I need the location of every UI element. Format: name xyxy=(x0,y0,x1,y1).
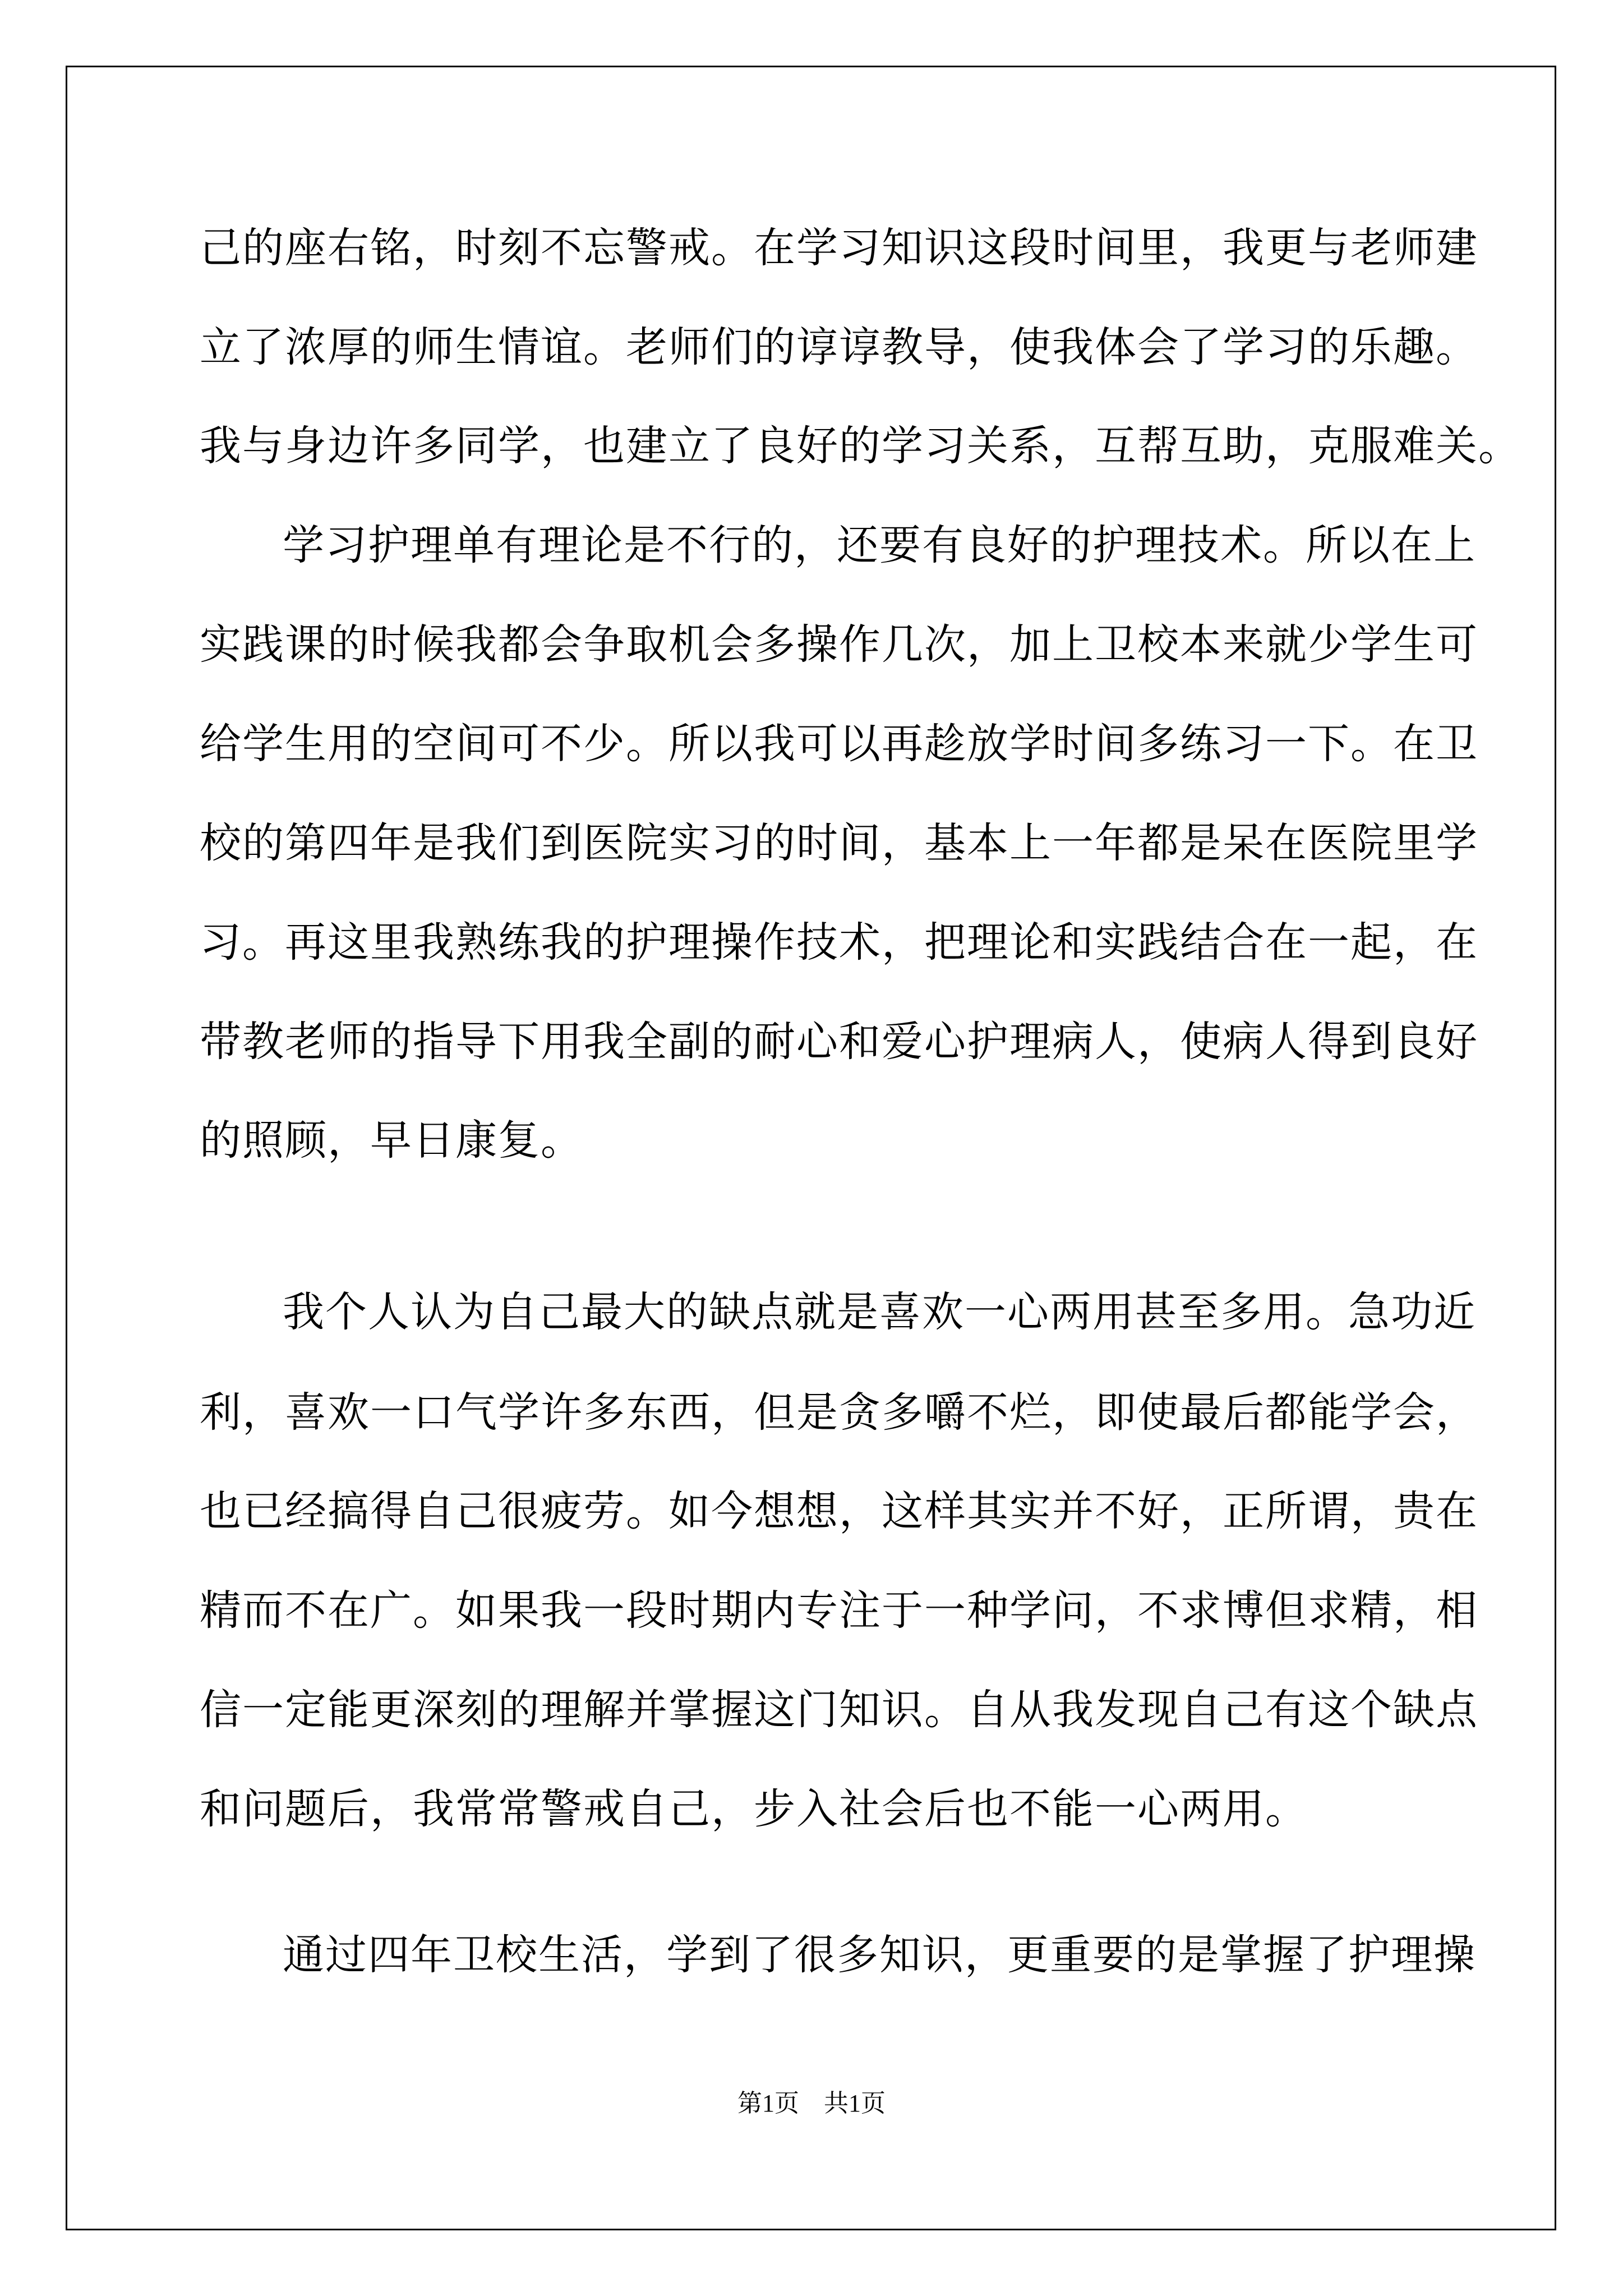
text-line: 校的第四年是我们到医院实习的时间，基本上一年都是呆在医院里学 xyxy=(200,819,1478,867)
text-line: 信一定能更深刻的理解并掌握这门知识。自从我发现自己有这个缺点 xyxy=(200,1686,1478,1734)
text-line: 给学生用的空间可不少。所以我可以再趁放学时间多练习一下。在卫 xyxy=(200,720,1478,768)
page-footer xyxy=(0,2087,1623,2120)
text-line: 己的座右铭，时刻不忘警戒。在学习知识这段时间里，我更与老师建 xyxy=(200,224,1478,272)
text-line: 立了浓厚的师生情谊。老师们的谆谆教导，使我体会了学习的乐趣。 xyxy=(200,323,1478,371)
text-line: 的照顾，早日康复。 xyxy=(200,1116,583,1165)
text-line: 也已经搞得自己很疲劳。如今想想，这样其实并不好，正所谓，贵在 xyxy=(200,1487,1478,1535)
paragraph-start-line: 通过四年卫校生活，学到了很多知识，更重要的是掌握了护理操 xyxy=(283,1931,1476,1979)
page-number-total: 共1页 xyxy=(824,2090,886,2117)
text-line: 实践课的时候我都会争取机会多操作几次，加上卫校本来就少学生可 xyxy=(200,620,1478,669)
text-line: 带教老师的指导下用我全副的耐心和爱心护理病人，使病人得到良好 xyxy=(200,1018,1478,1066)
page-number-current: 第1页 xyxy=(737,2090,799,2117)
paragraph-start-line: 我个人认为自己最大的缺点就是喜欢一心两用甚至多用。急功近 xyxy=(283,1288,1476,1336)
text-line: 和问题后，我常常警戒自己，步入社会后也不能一心两用。 xyxy=(200,1785,1308,1833)
text-line: 精而不在广。如果我一段时期内专注于一种学问，不求博但求精，相 xyxy=(200,1586,1478,1635)
text-line: 我与身边许多同学，也建立了良好的学习关系，互帮互助，克服难关。 xyxy=(200,422,1521,470)
text-line: 习。再这里我熟练我的护理操作技术，把理论和实践结合在一起，在 xyxy=(200,918,1478,967)
text-line: 利，喜欢一口气学许多东西，但是贪多嚼不烂，即使最后都能学会， xyxy=(200,1388,1478,1437)
paragraph-start-line: 学习护理单有理论是不行的，还要有良好的护理技术。所以在上 xyxy=(283,521,1476,569)
